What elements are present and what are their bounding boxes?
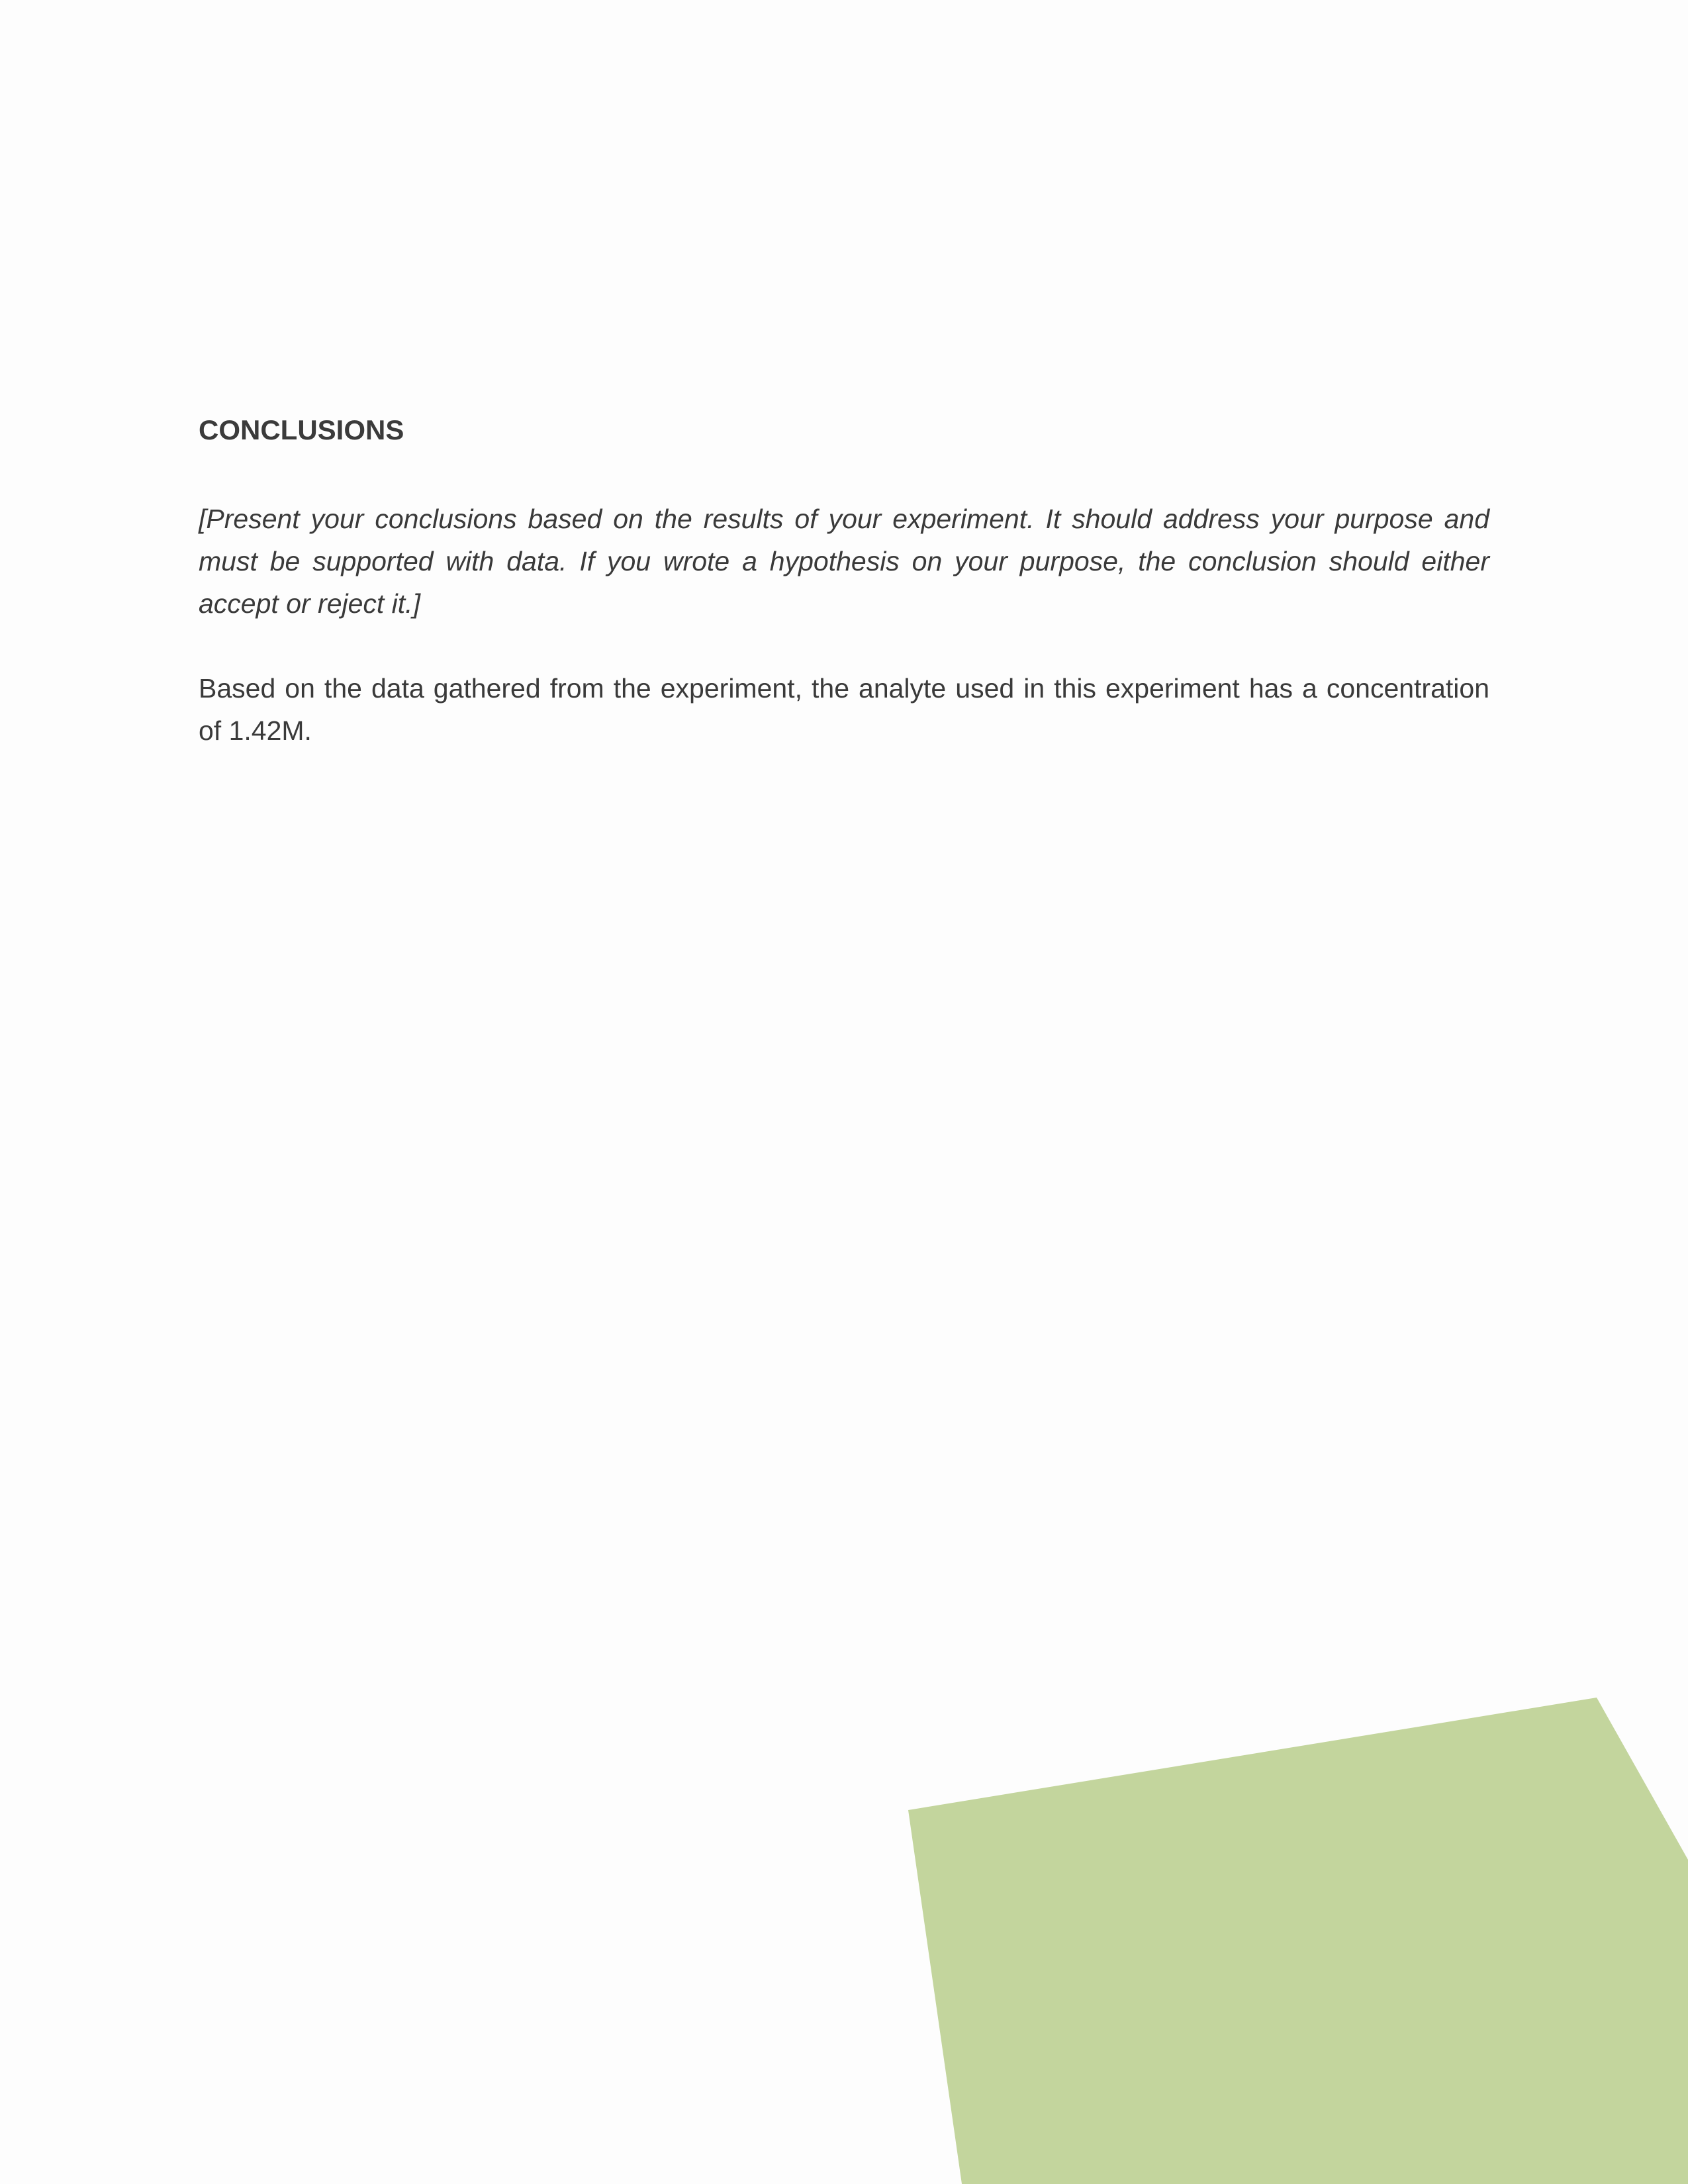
section-heading: CONCLUSIONS [199, 414, 404, 445]
green-corner-polygon [908, 1698, 1688, 2184]
instruction-paragraph: [Present your conclusions based on the results of your experiment. It should address your purpose and must be supported with data. If you wrote a hypothesis on your purpose, the conclusion should either accept or reject it.] [199, 504, 1489, 619]
conclusions-section [199, 410, 1489, 752]
conclusion-paragraph: Based on the data gathered from the experiment, the analyte used in this experiment has a concentration of 1.42M. [199, 673, 1489, 746]
